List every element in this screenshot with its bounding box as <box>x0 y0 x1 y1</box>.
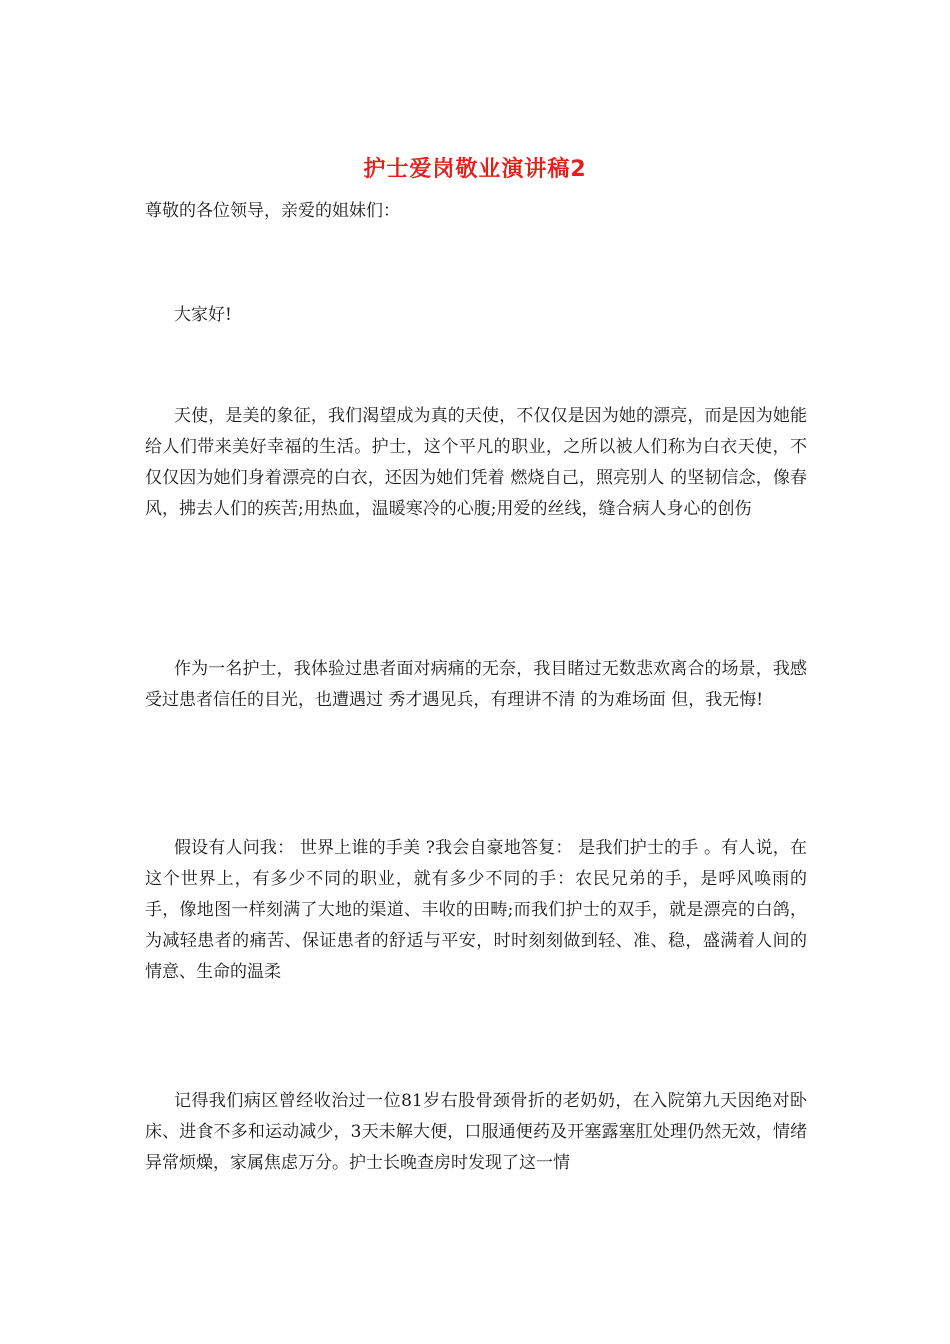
paragraph-patient-story: 记得我们病区曾经收治过一位81岁右股骨颈骨折的老奶奶，在入院第九天因绝对卧床、进食不多和运动减少，3天未解大便，口服通便药及开塞露塞肛处理仍然无效，情绪异常烦燥，家属焦虑万分。护士长晚查房时发现了这一情 <box>145 1091 807 1173</box>
paragraph-angel: 天使，是美的象征，我们渴望成为真的天使，不仅仅是因为她的漂亮，而是因为她能给人们带来美好幸福的生活。护士，这个平凡的职业，之所以被人们称为白衣天使，不仅仅因为她们身着漂亮的白衣，还因为她们凭着 燃烧自己，照亮别人 的坚韧信念，像春风，拂去人们的疾苦;用热血，温暖寒冷的心腹;用爱的丝线，缝合病人身心的创伤 <box>145 406 807 519</box>
paragraph-hands: 假设有人问我： 世界上谁的手美 ?我会自豪地答复： 是我们护士的手 。有人说，在这个世界上，有多少不同的职业，就有多少不同的手：农民兄弟的手，是呼风唤雨的手，像地图一样刻满了大地的渠道、丰收的田畴;而我们护士的双手，就是漂亮的白鸽，为减轻患者的痛苦、保证患者的舒适与平安，时时刻刻做到轻、准、稳，盛满着人间的情意、生命的温柔 <box>145 838 807 982</box>
salutation: 尊敬的各位领导，亲爱的姐妹们： <box>145 201 400 221</box>
document-title: 护士爱岗敬业演讲稿2 <box>363 157 587 182</box>
greeting: 大家好! <box>174 305 232 325</box>
paragraph-experience: 作为一名护士，我体验过患者面对病痛的无奈，我目睹过无数悲欢离合的场景，我感受过患者信任的目光，也遭遇过 秀才遇见兵，有理讲不清 的为难场面 但，我无悔! <box>145 659 807 710</box>
